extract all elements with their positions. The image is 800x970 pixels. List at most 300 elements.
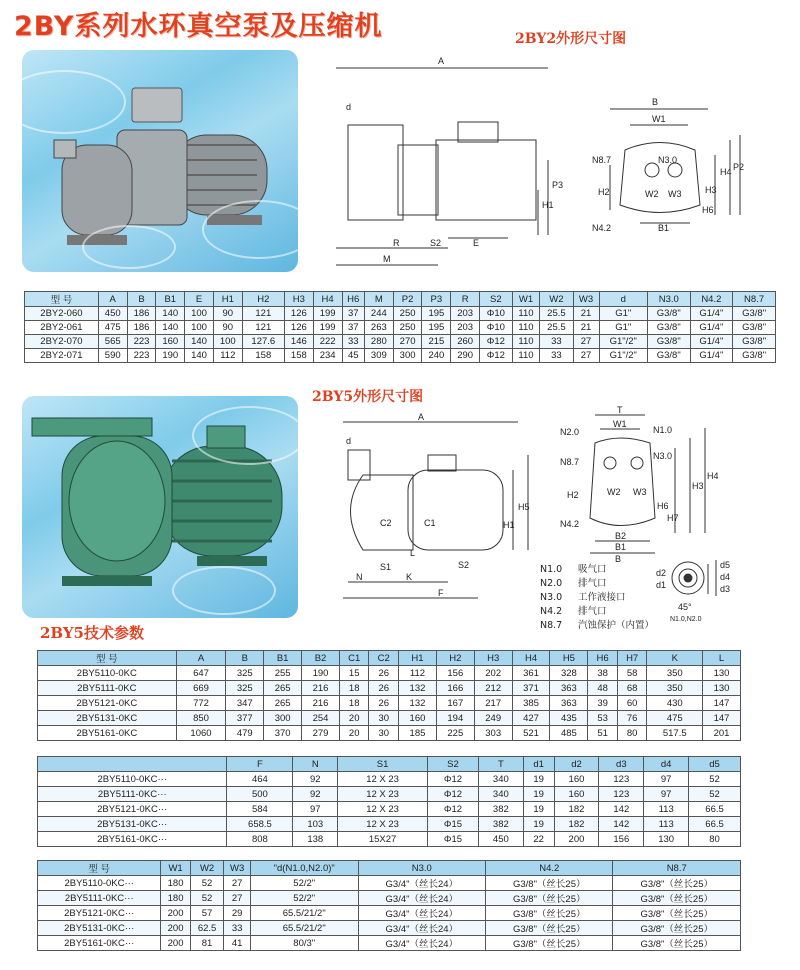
dim-label: H4 <box>707 471 719 481</box>
column-header: E <box>185 292 214 307</box>
table-row <box>38 817 741 832</box>
dim-label: W2 <box>645 189 659 199</box>
dim-label: d <box>346 102 352 112</box>
table-row <box>38 891 741 906</box>
column-header: N4.2 <box>486 861 613 876</box>
table-cell: 147 <box>703 696 741 711</box>
dim-label: B1 <box>658 223 670 233</box>
table-cell: 113 <box>644 817 689 832</box>
dim-label: F <box>438 588 444 598</box>
table-cell: 485 <box>550 726 588 741</box>
dim-label: N8.7 <box>592 155 612 165</box>
table-row <box>38 921 741 936</box>
table-cell: 590 <box>98 349 127 363</box>
table-2by2-dimensions <box>24 291 776 363</box>
dim-label: A <box>438 56 445 66</box>
table-cell: 140 <box>156 307 185 321</box>
table-cell: 51 <box>588 726 618 741</box>
table-cell: G3/8"（丝长25） <box>486 936 613 951</box>
table-cell: 450 <box>478 832 523 847</box>
dim-label: H7 <box>667 513 679 523</box>
dim-label: d1 <box>656 580 667 590</box>
table-cell: G3/8" <box>733 349 776 363</box>
column-header: B <box>127 292 156 307</box>
legend-item: N8.7 汽蚀保护（内置） <box>540 620 655 631</box>
dim-label: B <box>615 554 622 563</box>
column-header: F <box>227 757 293 772</box>
table-row <box>38 906 741 921</box>
table-cell: 2BY5121-0KC··· <box>38 906 161 921</box>
dim-label: P3 <box>552 180 564 190</box>
dim-label: N3.0 <box>653 451 673 461</box>
table-cell: 97 <box>644 787 689 802</box>
table-cell: 280 <box>364 335 393 349</box>
table-cell: 808 <box>227 832 293 847</box>
table-cell: 223 <box>127 335 156 349</box>
table-cell: 249 <box>474 711 512 726</box>
table-cell: 300 <box>264 711 302 726</box>
dim-label: H6 <box>702 205 714 215</box>
table-cell: 565 <box>98 335 127 349</box>
table-cell: 12 X 23 <box>338 772 428 787</box>
table-header-row <box>38 651 741 666</box>
table-cell: 658.5 <box>227 817 293 832</box>
table-cell: 199 <box>313 307 342 321</box>
dim-label: H4 <box>720 167 732 177</box>
table-cell: 132 <box>399 696 437 711</box>
table-cell: 57 <box>190 906 224 921</box>
column-header: H7 <box>617 651 647 666</box>
pump-photo-2by2 <box>22 50 298 272</box>
column-header: N3.0 <box>647 292 690 307</box>
column-header: "d(N1.0,N2.0)" <box>250 861 358 876</box>
table-cell: 160 <box>399 711 437 726</box>
table-cell: 2BY5121-0KC <box>38 696 177 711</box>
table-row <box>38 696 741 711</box>
dim-label: N1.0 <box>653 425 673 435</box>
legend-item: N1.0 吸气口 <box>540 564 607 575</box>
table-cell: 97 <box>644 772 689 787</box>
table-cell: 132 <box>399 681 437 696</box>
column-header: S2 <box>480 292 513 307</box>
dim-label: L <box>410 548 416 558</box>
table-row <box>38 726 741 741</box>
column-header: W1 <box>161 861 190 876</box>
table-cell: 309 <box>364 349 393 363</box>
table-cell: 217 <box>474 696 512 711</box>
table-cell: 850 <box>176 711 226 726</box>
dim-label: W1 <box>652 114 666 124</box>
table-cell: 52/2" <box>250 876 358 891</box>
table-cell: 2BY2-060 <box>25 307 99 321</box>
dim-label: 45° <box>678 602 692 612</box>
table-cell: 30 <box>369 726 399 741</box>
table-cell: 142 <box>599 802 644 817</box>
table-cell: 2BY5111-0KC··· <box>38 891 161 906</box>
table-cell: 270 <box>393 335 422 349</box>
table-cell: 18 <box>339 681 369 696</box>
column-header: S2 <box>427 757 478 772</box>
column-header: d5 <box>689 757 741 772</box>
table-cell: G3/8" <box>733 321 776 335</box>
table-cell: 15X27 <box>338 832 428 847</box>
table-cell: 27 <box>224 891 250 906</box>
table-cell: 160 <box>554 772 599 787</box>
table-cell: 25.5 <box>540 307 573 321</box>
legend-item: N3.0 工作液接口 <box>540 592 626 603</box>
table-cell: 2BY2-061 <box>25 321 99 335</box>
column-header: d3 <box>599 757 644 772</box>
table-cell: 12 X 23 <box>338 787 428 802</box>
heading-2by2-dimensions: 2BY2外形尺寸图 <box>515 31 627 47</box>
drawing-flange-detail <box>650 556 740 626</box>
port-legend <box>540 563 654 633</box>
table-cell: 12 X 23 <box>338 802 428 817</box>
table-cell: 58 <box>617 666 647 681</box>
dim-label: S1 <box>380 562 392 572</box>
table-row <box>38 666 741 681</box>
table-cell: 127.6 <box>242 335 284 349</box>
table-cell: G3/8" <box>647 321 690 335</box>
table-cell: 121 <box>242 307 284 321</box>
column-header: P3 <box>422 292 451 307</box>
table-cell: 123 <box>599 772 644 787</box>
column-header: W2 <box>190 861 224 876</box>
drawing-2by2-front <box>590 95 760 245</box>
table-cell: 2BY5161-0KC··· <box>38 832 227 847</box>
table-cell: 110 <box>512 307 540 321</box>
table-cell: 52 <box>689 787 741 802</box>
table-cell: 22 <box>523 832 554 847</box>
column-header: 型 号 <box>25 292 99 307</box>
table-cell: 27 <box>573 349 599 363</box>
table-cell: G1/4" <box>690 349 733 363</box>
table-cell: 27 <box>224 876 250 891</box>
table-cell: 27 <box>573 335 599 349</box>
column-header: H6 <box>588 651 618 666</box>
table-cell: 100 <box>185 307 214 321</box>
dim-label: N2.0 <box>560 427 580 437</box>
table-cell: 80 <box>617 726 647 741</box>
table-cell: 254 <box>302 711 340 726</box>
table-cell: 33 <box>224 921 250 936</box>
column-header: N3.0 <box>358 861 485 876</box>
table-cell: 48 <box>588 681 618 696</box>
table-cell: 130 <box>703 681 741 696</box>
table-cell: 19 <box>523 817 554 832</box>
table-cell: 37 <box>342 321 364 335</box>
table-cell: G1/4" <box>690 335 733 349</box>
table-cell: 479 <box>226 726 264 741</box>
table-cell: 52 <box>689 772 741 787</box>
column-header: M <box>364 292 393 307</box>
table-cell: 26 <box>369 681 399 696</box>
column-header: B <box>226 651 264 666</box>
table-cell: 80/3" <box>250 936 358 951</box>
table-cell: Φ12 <box>480 349 513 363</box>
drawing-2by5-side <box>318 410 538 610</box>
table-cell: 180 <box>161 891 190 906</box>
table-cell: 222 <box>313 335 342 349</box>
table-cell: 121 <box>242 321 284 335</box>
table-cell: 290 <box>451 349 480 363</box>
table-cell: 361 <box>512 666 550 681</box>
table-cell: 33 <box>540 349 573 363</box>
table-cell: 200 <box>161 921 190 936</box>
table-cell: 2BY2-070 <box>25 335 99 349</box>
dim-label: H1 <box>503 520 515 530</box>
dim-label: W3 <box>668 189 682 199</box>
column-header: 型 号 <box>38 651 177 666</box>
table-cell: G3/4"（丝长24） <box>358 891 485 906</box>
column-header: K <box>647 651 703 666</box>
table-cell: 30 <box>369 711 399 726</box>
table-cell: 138 <box>293 832 338 847</box>
table-cell: 647 <box>176 666 226 681</box>
table-cell: G3/4"（丝长24） <box>358 876 485 891</box>
table-cell: 234 <box>313 349 342 363</box>
table-cell: 265 <box>264 681 302 696</box>
table-cell: 2BY5110-0KC··· <box>38 772 227 787</box>
table-cell: Φ10 <box>480 321 513 335</box>
table-row <box>25 321 776 335</box>
table-cell: 584 <box>227 802 293 817</box>
table-cell: 52 <box>190 891 224 906</box>
table-cell: G3/8" <box>647 349 690 363</box>
dim-label: W3 <box>633 487 647 497</box>
table-cell: 100 <box>185 321 214 335</box>
dim-label: N1.0,N2.0 <box>670 616 702 623</box>
table-cell: Φ12 <box>427 802 478 817</box>
dim-label: H1 <box>542 200 554 210</box>
table-cell: Φ12 <box>427 787 478 802</box>
table-cell: G3/8" <box>647 335 690 349</box>
table-cell: 427 <box>512 711 550 726</box>
table-cell: G3/8" <box>733 335 776 349</box>
column-header: H4 <box>313 292 342 307</box>
table-cell: 340 <box>478 787 523 802</box>
table-row <box>38 832 741 847</box>
table-cell: 81 <box>190 936 224 951</box>
table-cell: 156 <box>599 832 644 847</box>
dim-label: H6 <box>657 501 669 511</box>
table-cell: 29 <box>224 906 250 921</box>
table-cell: 140 <box>185 335 214 349</box>
table-cell: G3/4"（丝长24） <box>358 906 485 921</box>
table-cell: G3/8"（丝长25） <box>486 876 613 891</box>
table-cell: G1"/2" <box>599 335 647 349</box>
dim-label: K <box>406 572 413 582</box>
table-cell: G1/4" <box>690 307 733 321</box>
table-cell: 110 <box>512 349 540 363</box>
column-header <box>38 757 227 772</box>
table-2by5-dimensions-a <box>37 650 741 741</box>
table-cell: 90 <box>213 321 242 335</box>
table-cell: 158 <box>284 349 313 363</box>
column-header: d <box>599 292 647 307</box>
dim-label: E <box>473 238 480 248</box>
column-header: H2 <box>436 651 474 666</box>
table-cell: G3/8"（丝长25） <box>486 891 613 906</box>
dim-label: N4.2 <box>592 223 612 233</box>
table-cell: 201 <box>703 726 741 741</box>
table-cell: 186 <box>127 321 156 335</box>
dim-label: H2 <box>598 187 610 197</box>
table-cell: 33 <box>342 335 364 349</box>
dim-label: T <box>617 405 623 415</box>
table-cell: 371 <box>512 681 550 696</box>
table-cell: 263 <box>364 321 393 335</box>
dim-label: H3 <box>705 185 717 195</box>
table-cell: 195 <box>422 307 451 321</box>
table-cell: 2BY5110-0KC··· <box>38 876 161 891</box>
column-header: H4 <box>512 651 550 666</box>
table-cell: 2BY5131-0KC <box>38 711 177 726</box>
table-2by5-dimensions-c <box>37 860 741 951</box>
table-cell: 2BY5110-0KC <box>38 666 177 681</box>
table-cell: G3/8"（丝长25） <box>613 921 741 936</box>
table-cell: 130 <box>703 666 741 681</box>
table-cell: G1" <box>599 307 647 321</box>
table-cell: 363 <box>550 681 588 696</box>
table-cell: 19 <box>523 802 554 817</box>
dim-label: N3.0 <box>658 155 678 165</box>
dim-label: N4.2 <box>560 519 580 529</box>
table-cell: 223 <box>127 349 156 363</box>
table-cell: 2BY5161-0KC··· <box>38 936 161 951</box>
column-header: W3 <box>573 292 599 307</box>
dim-label: N <box>356 572 363 582</box>
table-cell: 347 <box>226 696 264 711</box>
table-cell: 160 <box>554 787 599 802</box>
table-cell: G3/8"（丝长25） <box>613 906 741 921</box>
column-header: B1 <box>264 651 302 666</box>
table-cell: 140 <box>156 321 185 335</box>
table-cell: 38 <box>588 666 618 681</box>
table-cell: 255 <box>264 666 302 681</box>
column-header: L <box>703 651 741 666</box>
dim-label: d <box>346 436 352 446</box>
column-header: W2 <box>540 292 573 307</box>
table-cell: 65.5/21/2" <box>250 921 358 936</box>
column-header: 型 号 <box>38 861 161 876</box>
dim-label: W2 <box>607 487 621 497</box>
dim-label: H2 <box>567 490 579 500</box>
table-cell: 377 <box>226 711 264 726</box>
table-cell: 2BY5131-0KC··· <box>38 921 161 936</box>
column-header: d1 <box>523 757 554 772</box>
column-header: T <box>478 757 523 772</box>
table-cell: G3/4"（丝长24） <box>358 921 485 936</box>
column-header: H1 <box>213 292 242 307</box>
table-cell: 303 <box>474 726 512 741</box>
table-cell: 250 <box>393 321 422 335</box>
dim-label: N8.7 <box>560 457 580 467</box>
table-cell: 370 <box>264 726 302 741</box>
table-cell: 517.5 <box>647 726 703 741</box>
table-cell: 68 <box>617 681 647 696</box>
table-cell: 521 <box>512 726 550 741</box>
table-cell: 65.5/21/2" <box>250 906 358 921</box>
table-cell: G3/8"（丝长25） <box>486 921 613 936</box>
column-header: N <box>293 757 338 772</box>
table-cell: 18 <box>339 696 369 711</box>
table-cell: 382 <box>478 817 523 832</box>
table-cell: Φ15 <box>427 832 478 847</box>
table-row <box>25 335 776 349</box>
table-cell: G1"/2" <box>599 349 647 363</box>
dim-label: P2 <box>733 162 745 172</box>
table-cell: 80 <box>689 832 741 847</box>
table-cell: 52/2" <box>250 891 358 906</box>
table-cell: 20 <box>339 711 369 726</box>
pump-photo-2by5 <box>22 396 298 618</box>
dim-label: H3 <box>692 481 704 491</box>
table-cell: 156 <box>436 666 474 681</box>
legend-item: N2.0 排气口 <box>540 578 607 589</box>
table-cell: 20 <box>339 726 369 741</box>
dim-label: R <box>393 238 400 248</box>
table-cell: 265 <box>264 696 302 711</box>
table-cell: 2BY5111-0KC <box>38 681 177 696</box>
dim-label: B1 <box>615 542 627 552</box>
table-cell: 60 <box>617 696 647 711</box>
table-cell: 2BY5161-0KC <box>38 726 177 741</box>
table-cell: G3/8"（丝长25） <box>613 876 741 891</box>
dim-label: H5 <box>518 502 530 512</box>
column-header: H3 <box>284 292 313 307</box>
table-cell: 250 <box>393 307 422 321</box>
table-row <box>38 681 741 696</box>
table-cell: 26 <box>369 696 399 711</box>
table-cell: 180 <box>161 876 190 891</box>
column-header: W1 <box>512 292 540 307</box>
table-cell: 430 <box>647 696 703 711</box>
column-header: H5 <box>550 651 588 666</box>
table-cell: 113 <box>644 802 689 817</box>
table-row <box>38 772 741 787</box>
table-cell: 203 <box>451 307 480 321</box>
dim-label: d5 <box>720 560 731 570</box>
table-cell: 215 <box>422 335 451 349</box>
table-cell: 385 <box>512 696 550 711</box>
table-cell: G1" <box>599 321 647 335</box>
table-cell: 279 <box>302 726 340 741</box>
table-cell: 500 <box>227 787 293 802</box>
table-cell: 2BY5131-0KC··· <box>38 817 227 832</box>
table-cell: 19 <box>523 772 554 787</box>
table-cell: 182 <box>554 817 599 832</box>
dim-label: S2 <box>430 238 442 248</box>
column-header: C2 <box>369 651 399 666</box>
dim-label: d4 <box>720 572 731 582</box>
table-cell: 25.5 <box>540 321 573 335</box>
table-cell: 350 <box>647 666 703 681</box>
table-cell: 199 <box>313 321 342 335</box>
dim-label: d3 <box>720 584 731 594</box>
table-cell: 123 <box>599 787 644 802</box>
table-header-row <box>25 292 776 307</box>
table-cell: 158 <box>242 349 284 363</box>
table-row <box>38 787 741 802</box>
table-cell: 92 <box>293 772 338 787</box>
table-cell: 166 <box>436 681 474 696</box>
table-cell: 216 <box>302 696 340 711</box>
table-cell: 669 <box>176 681 226 696</box>
table-cell: 92 <box>293 787 338 802</box>
table-cell: 300 <box>393 349 422 363</box>
table-cell: 12 X 23 <box>338 817 428 832</box>
